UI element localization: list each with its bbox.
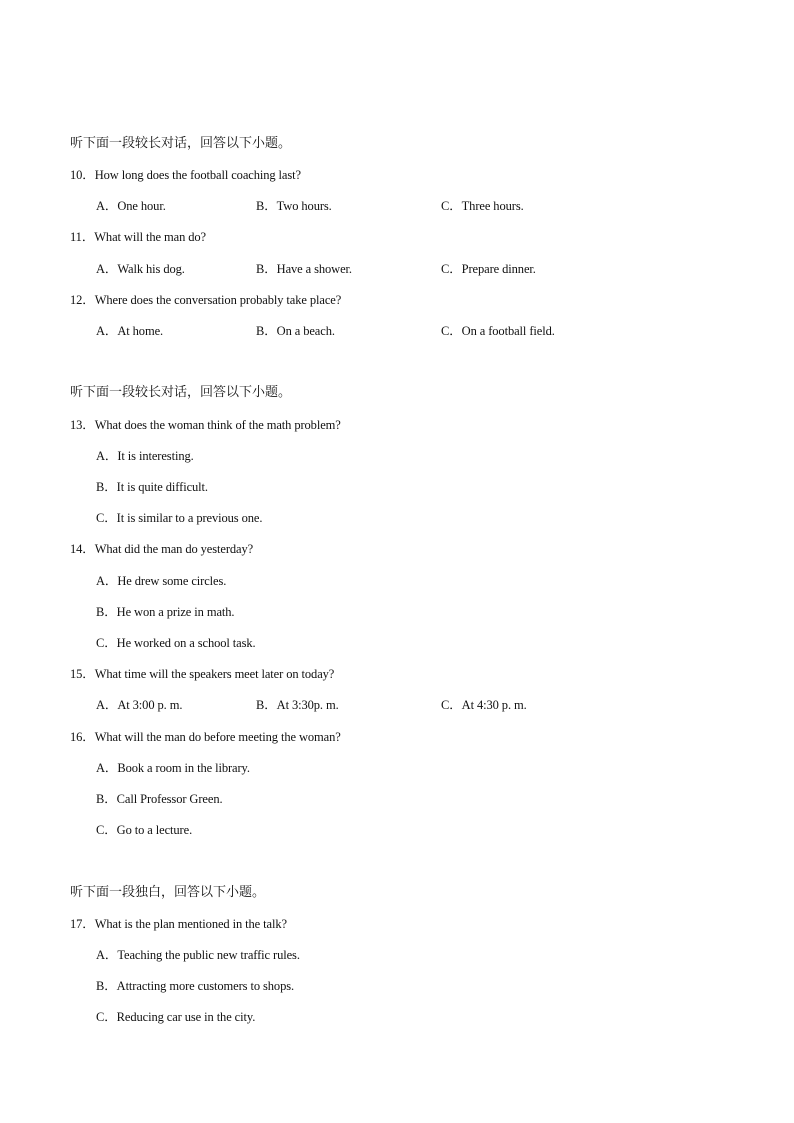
option-16-b: B．Call Professor Green. (96, 792, 223, 806)
option-14-a: A．He drew some circles. (96, 574, 227, 588)
question-16: 16．What will the man do before meeting the woman? (70, 730, 341, 744)
section-heading: 听下面一段独白，回答以下小题。 (70, 885, 266, 900)
option-16-a: A．Book a room in the library. (96, 761, 250, 775)
option-17-c: C．Reducing car use in the city. (96, 1010, 256, 1024)
option-10-c: C．Three hours. (441, 199, 524, 213)
question-10: 10．How long does the football coaching last? (70, 168, 301, 182)
option-14-b: B．He won a prize in math. (96, 605, 235, 619)
option-13-c: C．It is similar to a previous one. (96, 511, 263, 525)
option-15-a: A．At 3:00 p. m. (96, 698, 183, 712)
question-14: 14．What did the man do yesterday? (70, 542, 254, 556)
option-12-b: B．On a beach. (256, 324, 335, 338)
question-15: 15．What time will the speakers meet later on today? (70, 667, 335, 681)
option-16-c: C．Go to a lecture. (96, 823, 193, 837)
option-17-a: A．Teaching the public new traffic rules. (96, 948, 300, 962)
question-11: 11．What will the man do? (70, 230, 206, 244)
option-13-a: A．It is interesting. (96, 449, 194, 463)
option-15-b: B．At 3:30p. m. (256, 698, 339, 712)
question-12: 12．Where does the conversation probably take place? (70, 293, 342, 307)
option-12-a: A．At home. (96, 324, 164, 338)
section-heading: 听下面一段较长对话，回答以下小题。 (70, 385, 292, 400)
question-13: 13．What does the woman think of the math problem? (70, 418, 341, 432)
question-17: 17．What is the plan mentioned in the talk? (70, 917, 287, 931)
section-heading: 听下面一段较长对话，回答以下小题。 (70, 136, 292, 151)
option-13-b: B．It is quite difficult. (96, 480, 208, 494)
option-14-c: C．He worked on a school task. (96, 636, 256, 650)
option-11-a: A．Walk his dog. (96, 262, 185, 276)
option-17-b: B．Attracting more customers to shops. (96, 979, 295, 993)
option-15-c: C．At 4:30 p. m. (441, 698, 527, 712)
option-11-b: B．Have a shower. (256, 262, 352, 276)
option-11-c: C．Prepare dinner. (441, 262, 536, 276)
option-12-c: C．On a football field. (441, 324, 555, 338)
option-10-b: B．Two hours. (256, 199, 332, 213)
option-10-a: A．One hour. (96, 199, 166, 213)
